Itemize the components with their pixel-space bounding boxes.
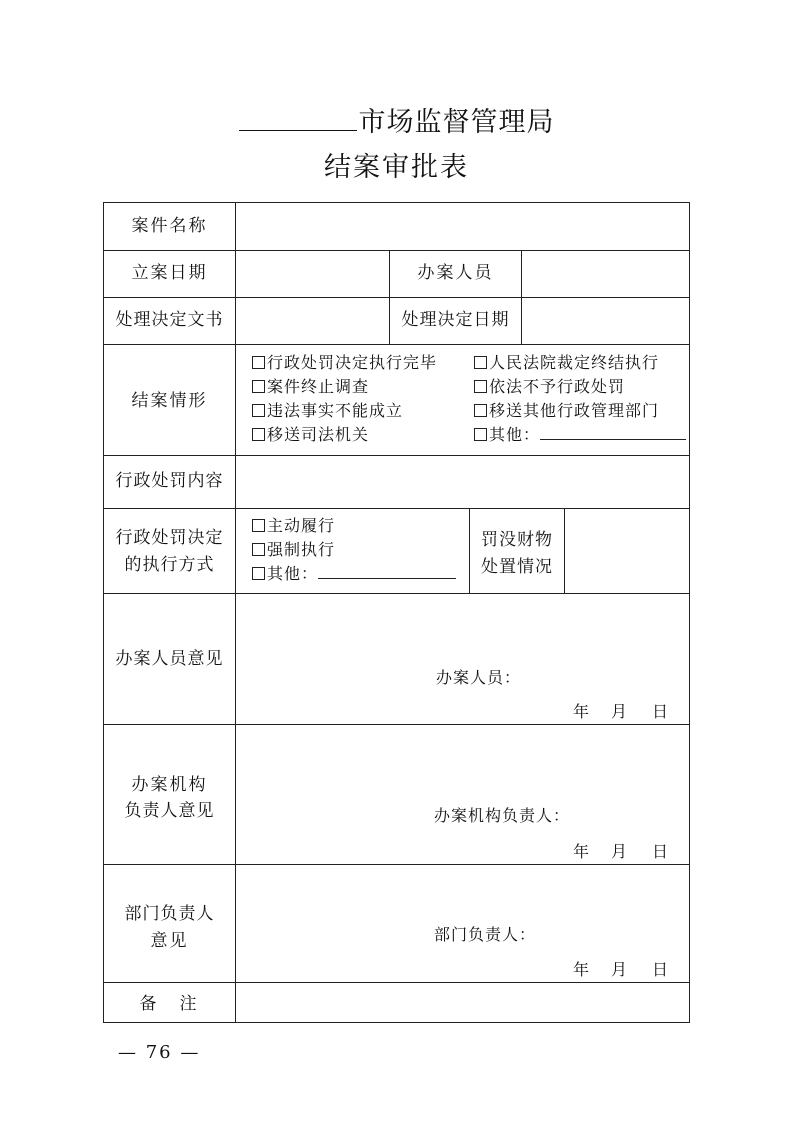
checkbox[interactable]	[474, 380, 487, 393]
checkbox[interactable]	[252, 519, 265, 532]
execution-option-other[interactable]: 其他：	[252, 562, 456, 586]
checkbox[interactable]	[252, 428, 265, 441]
execution-option-enforced[interactable]: 强制执行	[252, 538, 335, 562]
execution-option-voluntary[interactable]: 主动履行	[252, 514, 335, 538]
decision-date-label: 处理决定日期	[401, 310, 510, 330]
approval-form-table	[103, 202, 690, 1023]
closing-option-other[interactable]: 其他：	[474, 423, 686, 447]
org-opinion-label-2: 负责人意见	[124, 801, 215, 821]
decision-doc-label: 处理决定文书	[115, 310, 224, 330]
handler-opinion-label: 办案人员意见	[115, 649, 224, 669]
date-month: 月	[611, 702, 628, 721]
date-month: 月	[611, 960, 628, 979]
closing-option-5[interactable]: 违法事实不能成立	[252, 399, 403, 423]
handler-signature-label: 办案人员：	[436, 668, 522, 687]
closing-option-4[interactable]: 依法不予行政处罚	[474, 375, 625, 399]
filing-date-field[interactable]	[236, 251, 388, 297]
penalty-content-field[interactable]	[236, 456, 689, 508]
filing-date-label: 立案日期	[131, 263, 208, 283]
org-opinion-field[interactable]	[236, 725, 689, 795]
execution-method-label-1: 行政处罚决定	[115, 528, 224, 548]
date-year: 年	[573, 960, 590, 979]
closing-option-2[interactable]: 人民法院裁定终结执行	[474, 351, 659, 375]
checkbox[interactable]	[252, 567, 265, 580]
dept-opinion-field[interactable]	[236, 865, 689, 915]
decision-doc-field[interactable]	[236, 298, 388, 344]
closing-option-1[interactable]: 行政处罚决定执行完毕	[252, 351, 437, 375]
remarks-label: 备 注	[139, 994, 200, 1014]
decision-date-field[interactable]	[522, 298, 689, 344]
row-divider	[104, 344, 689, 345]
org-signature-label: 办案机构负责人：	[434, 806, 571, 825]
remarks-field[interactable]	[236, 983, 689, 1022]
checkbox[interactable]	[252, 380, 265, 393]
case-name-label: 案件名称	[131, 216, 208, 236]
date-year: 年	[573, 842, 590, 861]
property-disposal-field[interactable]	[565, 509, 689, 593]
form-title-agency	[0, 100, 793, 139]
dept-opinion-label-1: 部门负责人	[124, 904, 215, 924]
penalty-content-label: 行政处罚内容	[115, 471, 224, 491]
property-disposal-label-2: 处置情况	[481, 557, 553, 577]
date-month: 月	[611, 842, 628, 861]
agency-title-text: 市场监督管理局	[358, 107, 555, 138]
form-title: 结案审批表	[324, 152, 469, 183]
checkbox[interactable]	[252, 356, 265, 369]
execution-other-blank[interactable]	[318, 564, 456, 579]
checkbox[interactable]	[474, 356, 487, 369]
closing-option-3[interactable]: 案件终止调查	[252, 375, 369, 399]
org-opinion-label-1: 办案机构	[131, 775, 208, 795]
page-number: — 76 —	[118, 1042, 201, 1063]
other-reason-blank[interactable]	[540, 425, 686, 440]
checkbox[interactable]	[252, 543, 265, 556]
closing-option-6[interactable]: 移送其他行政管理部门	[474, 399, 659, 423]
dept-signature-label: 部门负责人：	[434, 925, 537, 944]
checkbox[interactable]	[474, 404, 487, 417]
handler-field[interactable]	[522, 251, 689, 297]
case-name-field[interactable]	[236, 203, 689, 250]
date-day: 日	[652, 702, 669, 721]
handler-opinion-field[interactable]	[236, 594, 689, 654]
closing-situation-label: 结案情形	[131, 391, 208, 411]
property-disposal-label-1: 罚没财物	[481, 530, 553, 550]
dept-opinion-label-2: 意见	[150, 931, 189, 951]
closing-option-7[interactable]: 移送司法机关	[252, 423, 369, 447]
agency-name-blank[interactable]	[239, 106, 357, 131]
checkbox[interactable]	[252, 404, 265, 417]
checkbox[interactable]	[474, 428, 487, 441]
execution-method-label-2: 的执行方式	[124, 555, 215, 575]
date-day: 日	[652, 960, 669, 979]
date-day: 日	[652, 842, 669, 861]
handler-label: 办案人员	[417, 263, 494, 283]
date-year: 年	[573, 702, 590, 721]
